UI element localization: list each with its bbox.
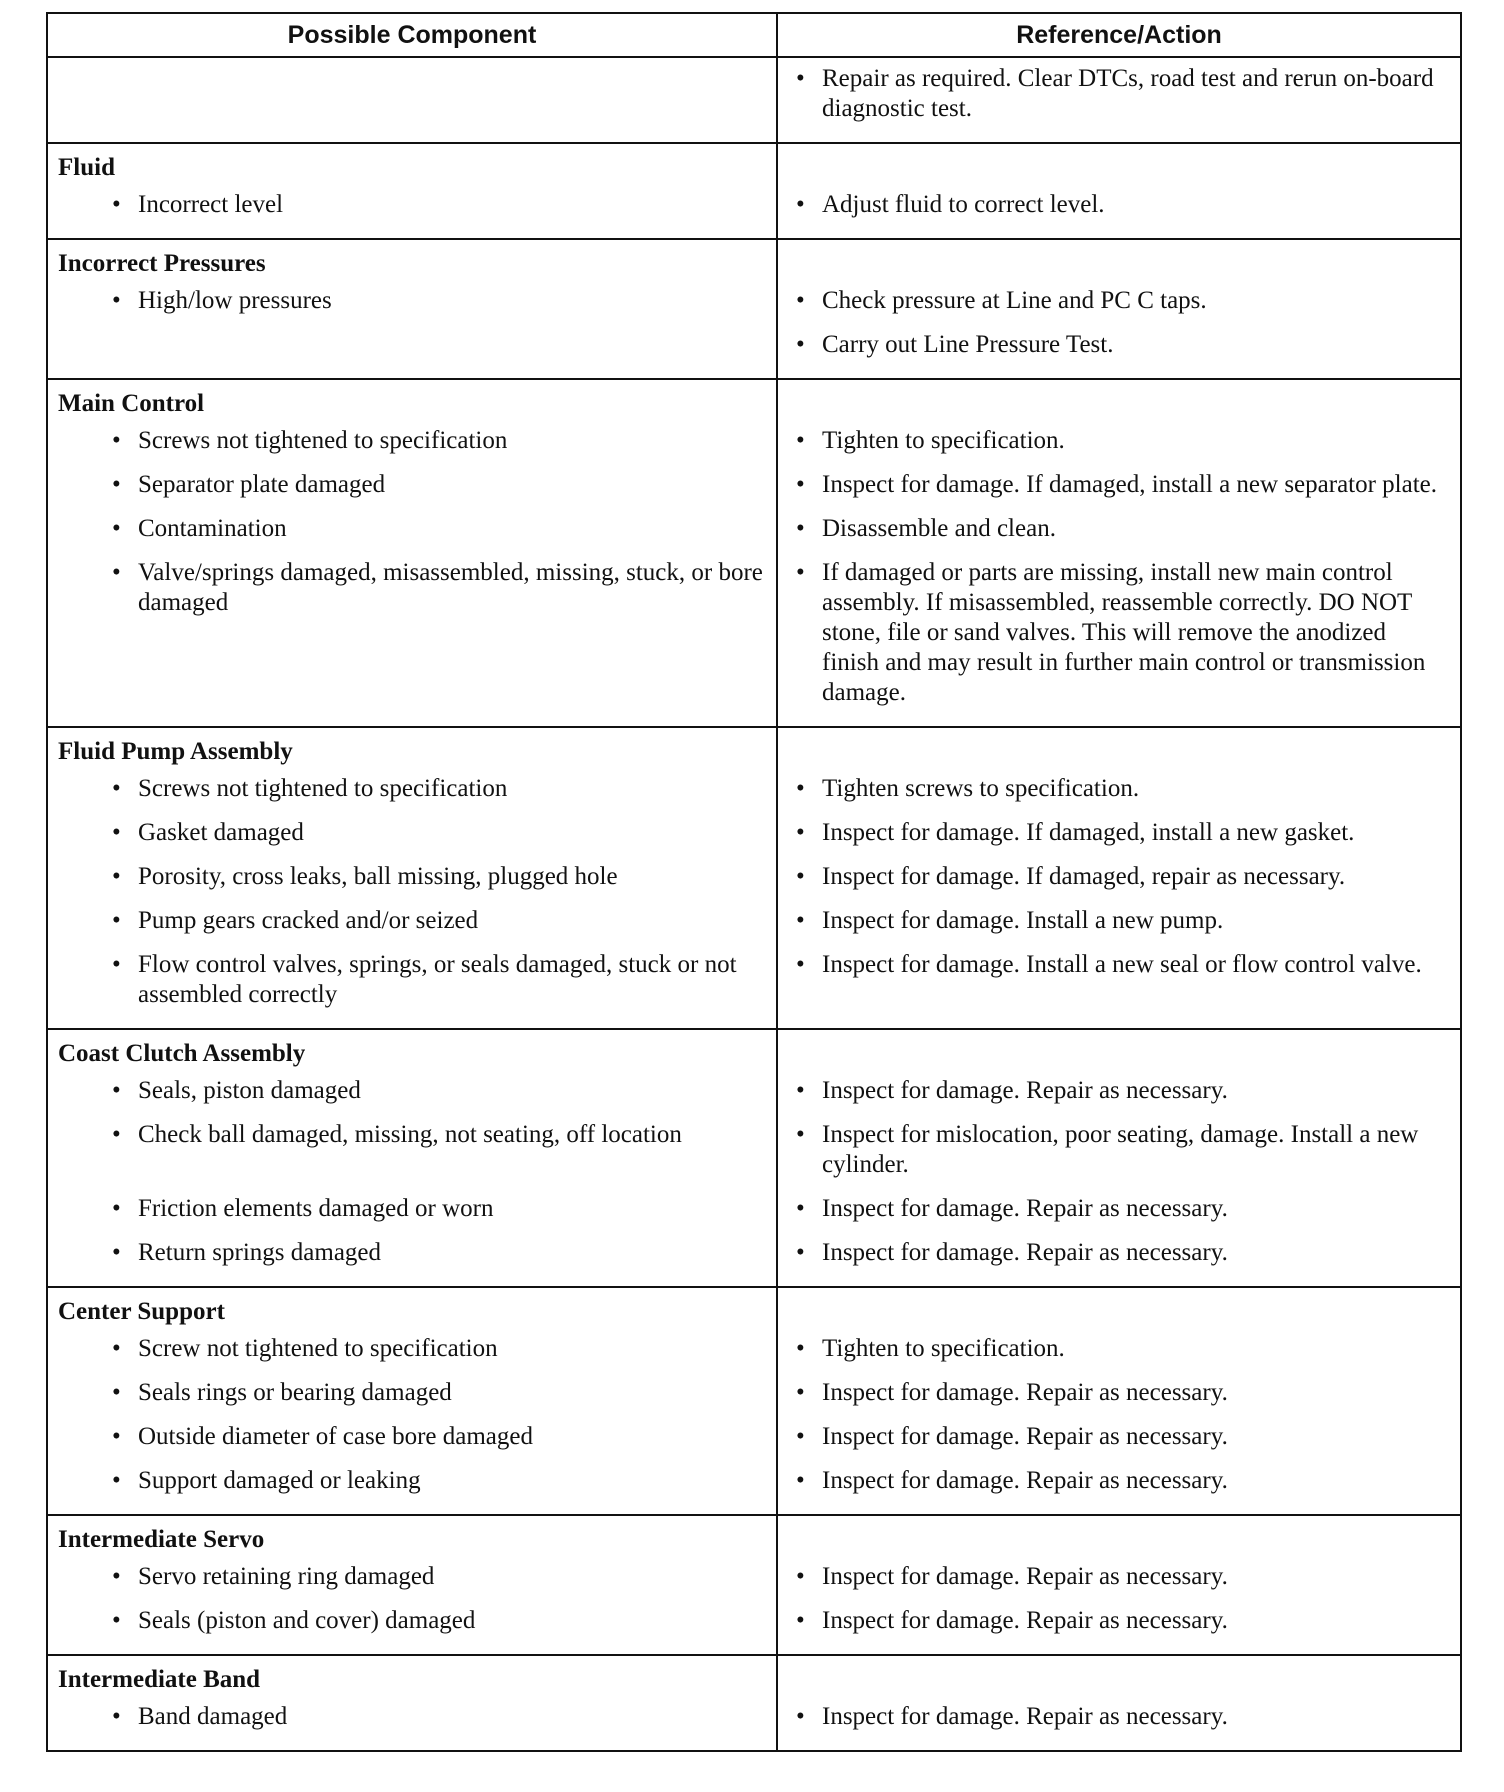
- component-item: [96, 426, 768, 456]
- bullet-icon: •: [112, 515, 121, 542]
- component-cell: [47, 57, 777, 143]
- action-item-text: Inspect for damage. Repair as necessary.: [822, 1077, 1228, 1104]
- component-item-text: Contamination: [138, 515, 287, 542]
- bullet-icon: •: [796, 559, 805, 586]
- component-cell: [47, 727, 777, 1029]
- bullet-icon: •: [796, 331, 805, 358]
- bullet-icon: •: [796, 471, 805, 498]
- component-item-text: Support damaged or leaking: [138, 1467, 421, 1494]
- component-item-text: Valve/springs damaged, misassembled, missing, stuck, or bore damaged: [138, 559, 763, 616]
- action-item: [792, 1606, 1446, 1636]
- bullet-icon: •: [112, 951, 121, 978]
- component-item-text: High/low pressures: [138, 287, 332, 314]
- heading-spacer: [792, 246, 1446, 286]
- table-row: [47, 239, 1461, 379]
- action-item: [792, 906, 1446, 936]
- bullet-icon: •: [796, 1195, 805, 1222]
- component-item-text: Screw not tightened to specification: [138, 1335, 498, 1362]
- diagnostic-table: [46, 12, 1462, 1752]
- bullet-icon: •: [112, 1467, 121, 1494]
- bullet-icon: •: [112, 1379, 121, 1406]
- component-item: [96, 470, 768, 500]
- component-cell: [47, 379, 777, 727]
- column-header-component: Possible Component: [47, 13, 777, 57]
- bullet-icon: •: [796, 1703, 805, 1730]
- action-item-text: Inspect for mislocation, poor seating, damage. Install a new cylinder.: [822, 1121, 1419, 1178]
- action-cell: [777, 1287, 1461, 1515]
- action-item-text: Inspect for damage. If damaged, repair as necessary.: [822, 863, 1346, 890]
- heading-spacer: [792, 386, 1446, 426]
- bullet-icon: •: [796, 515, 805, 542]
- table-row: [47, 1029, 1461, 1287]
- component-item: [96, 1120, 768, 1180]
- heading-spacer: [792, 734, 1446, 774]
- component-item-text: Separator plate damaged: [138, 471, 386, 498]
- component-item: [96, 1562, 768, 1592]
- bullet-icon: •: [796, 863, 805, 890]
- component-heading: Fluid Pump Assembly: [58, 738, 293, 765]
- component-item: [96, 190, 768, 220]
- bullet-icon: •: [796, 907, 805, 934]
- component-heading: Main Control: [58, 390, 205, 417]
- component-item-text: Flow control valves, springs, or seals damaged, stuck or not assembled correctly: [138, 951, 737, 1008]
- bullet-icon: •: [112, 427, 121, 454]
- action-item-text: Adjust fluid to correct level.: [822, 191, 1105, 218]
- bullet-icon: •: [796, 951, 805, 978]
- component-item: [96, 906, 768, 936]
- component-item-text: Gasket damaged: [138, 819, 304, 846]
- bullet-icon: •: [112, 1239, 121, 1266]
- action-item: [792, 862, 1446, 892]
- heading-spacer: [792, 1294, 1446, 1334]
- action-cell: [777, 1655, 1461, 1751]
- heading-spacer: [792, 1662, 1446, 1702]
- component-cell: [47, 239, 777, 379]
- component-heading: Incorrect Pressures: [58, 250, 266, 277]
- action-item-text: Disassemble and clean.: [822, 515, 1056, 542]
- component-item: [96, 862, 768, 892]
- action-item-text: Inspect for damage. If damaged, install a new gasket.: [822, 819, 1355, 846]
- component-cell: [47, 1655, 777, 1751]
- component-item: [96, 950, 768, 1010]
- component-item-text: Friction elements damaged or worn: [138, 1195, 494, 1222]
- action-cell: [777, 239, 1461, 379]
- action-item: [792, 470, 1446, 500]
- component-heading: Coast Clutch Assembly: [58, 1040, 306, 1067]
- action-item: [792, 1076, 1446, 1106]
- action-item: [792, 774, 1446, 804]
- action-item-text: Tighten to specification.: [822, 1335, 1065, 1362]
- bullet-icon: •: [796, 1607, 805, 1634]
- action-cell: [777, 727, 1461, 1029]
- bullet-icon: •: [112, 819, 121, 846]
- bullet-icon: •: [112, 1335, 121, 1362]
- table-row: [47, 1655, 1461, 1751]
- action-item: [792, 286, 1446, 316]
- bullet-icon: •: [112, 1703, 121, 1730]
- table-row: [47, 143, 1461, 239]
- component-item-text: Incorrect level: [138, 191, 284, 218]
- component-item-text: Check ball damaged, missing, not seating, off location: [138, 1121, 682, 1148]
- bullet-icon: •: [112, 1195, 121, 1222]
- component-item: [96, 286, 768, 316]
- table-row: [47, 57, 1461, 143]
- component-heading: Intermediate Band: [58, 1666, 261, 1693]
- component-cell: [47, 143, 777, 239]
- bullet-icon: •: [112, 1563, 121, 1590]
- action-item: [792, 64, 1446, 124]
- bullet-icon: •: [112, 287, 121, 314]
- action-cell: [777, 1515, 1461, 1655]
- heading-spacer: [792, 1522, 1446, 1562]
- bullet-icon: •: [796, 819, 805, 846]
- action-item-text: Inspect for damage. Repair as necessary.: [822, 1239, 1228, 1266]
- component-cell: [47, 1287, 777, 1515]
- bullet-icon: •: [796, 1335, 805, 1362]
- component-cell: [47, 1029, 777, 1287]
- component-item: [96, 1076, 768, 1106]
- component-cell: [47, 1515, 777, 1655]
- action-cell: [777, 1029, 1461, 1287]
- action-item-text: Inspect for damage. Repair as necessary.: [822, 1195, 1228, 1222]
- bullet-icon: •: [796, 1563, 805, 1590]
- action-item-text: Inspect for damage. Repair as necessary.: [822, 1467, 1228, 1494]
- component-item-text: Screws not tightened to specification: [138, 775, 508, 802]
- component-heading: Fluid: [58, 154, 115, 181]
- column-header-action: Reference/Action: [777, 13, 1461, 57]
- bullet-icon: •: [112, 907, 121, 934]
- action-item-text: Carry out Line Pressure Test.: [822, 331, 1114, 358]
- component-item-text: Outside diameter of case bore damaged: [138, 1423, 533, 1450]
- action-item: [792, 1194, 1446, 1224]
- bullet-icon: •: [796, 1239, 805, 1266]
- bullet-icon: •: [796, 775, 805, 802]
- component-item: [96, 1702, 768, 1732]
- action-item-text: Repair as required. Clear DTCs, road test and rerun on-board diagnostic test.: [822, 65, 1434, 122]
- component-item: [96, 1466, 768, 1496]
- component-item-text: Seals, piston damaged: [138, 1077, 361, 1104]
- bullet-icon: •: [796, 191, 805, 218]
- action-item: [792, 190, 1446, 220]
- bullet-icon: •: [796, 1379, 805, 1406]
- component-item-text: Return springs damaged: [138, 1239, 382, 1266]
- component-item: [96, 558, 768, 708]
- heading-spacer: [792, 150, 1446, 190]
- bullet-icon: •: [796, 1467, 805, 1494]
- action-item: [792, 514, 1446, 544]
- action-item: [792, 1238, 1446, 1268]
- bullet-icon: •: [112, 1607, 121, 1634]
- heading-spacer: [792, 1036, 1446, 1076]
- action-item: [792, 1702, 1446, 1732]
- action-cell: [777, 379, 1461, 727]
- action-item-text: If damaged or parts are missing, install new main control assembly. If misassembled, reassemble correctly. DO NOT stone, file or sand valves. This will remove the anodized finish and may result in further main control or transmission damage.: [822, 559, 1426, 706]
- bullet-icon: •: [112, 559, 121, 586]
- component-item-text: Porosity, cross leaks, ball missing, plugged hole: [138, 863, 618, 890]
- action-item-text: Inspect for damage. Repair as necessary.: [822, 1563, 1228, 1590]
- action-item-text: Inspect for damage. Repair as necessary.: [822, 1379, 1228, 1406]
- bullet-icon: •: [112, 191, 121, 218]
- bullet-icon: •: [112, 471, 121, 498]
- action-item-text: Tighten screws to specification.: [822, 775, 1140, 802]
- action-item: [792, 950, 1446, 1010]
- bullet-icon: •: [796, 1121, 805, 1148]
- component-item-text: Pump gears cracked and/or seized: [138, 907, 479, 934]
- component-item-text: Servo retaining ring damaged: [138, 1563, 435, 1590]
- bullet-icon: •: [796, 1077, 805, 1104]
- bullet-icon: •: [796, 1423, 805, 1450]
- bullet-icon: •: [112, 863, 121, 890]
- component-heading: Center Support: [58, 1298, 225, 1325]
- component-item: [96, 514, 768, 544]
- component-item-text: Seals (piston and cover) damaged: [138, 1607, 476, 1634]
- table-row: [47, 727, 1461, 1029]
- bullet-icon: •: [796, 65, 805, 92]
- action-item: [792, 818, 1446, 848]
- action-item: [792, 558, 1446, 708]
- table-header-row: [47, 13, 1461, 57]
- action-item: [792, 1466, 1446, 1496]
- action-item: [792, 1422, 1446, 1452]
- action-item: [792, 426, 1446, 456]
- action-item: [792, 1120, 1446, 1180]
- action-item-text: Inspect for damage. Repair as necessary.: [822, 1607, 1228, 1634]
- action-item-text: Inspect for damage. Install a new pump.: [822, 907, 1224, 934]
- action-item: [792, 1334, 1446, 1364]
- table-body: [47, 57, 1461, 1751]
- component-item: [96, 774, 768, 804]
- action-item-text: Tighten to specification.: [822, 427, 1065, 454]
- action-cell: [777, 57, 1461, 143]
- table-row: [47, 1287, 1461, 1515]
- component-item: [96, 1334, 768, 1364]
- component-item: [96, 1606, 768, 1636]
- bullet-icon: •: [112, 1121, 121, 1148]
- component-item-text: Band damaged: [138, 1703, 288, 1730]
- action-item-text: Check pressure at Line and PC C taps.: [822, 287, 1207, 314]
- diagnostic-table-page: [46, 12, 1460, 1752]
- action-item: [792, 330, 1446, 360]
- component-item-text: Seals rings or bearing damaged: [138, 1379, 452, 1406]
- table-row: [47, 1515, 1461, 1655]
- action-item-text: Inspect for damage. Install a new seal or flow control valve.: [822, 951, 1422, 978]
- action-item-text: Inspect for damage. If damaged, install a new separator plate.: [822, 471, 1438, 498]
- component-item: [96, 1194, 768, 1224]
- component-item: [96, 1422, 768, 1452]
- action-cell: [777, 143, 1461, 239]
- component-item: [96, 818, 768, 848]
- component-heading: Intermediate Servo: [58, 1526, 265, 1553]
- action-item-text: Inspect for damage. Repair as necessary.: [822, 1423, 1228, 1450]
- action-item: [792, 1378, 1446, 1408]
- action-item: [792, 1562, 1446, 1592]
- bullet-icon: •: [112, 1077, 121, 1104]
- table-row: [47, 379, 1461, 727]
- component-item: [96, 1238, 768, 1268]
- action-item-text: Inspect for damage. Repair as necessary.: [822, 1703, 1228, 1730]
- bullet-icon: •: [112, 1423, 121, 1450]
- component-item: [96, 1378, 768, 1408]
- bullet-icon: •: [112, 775, 121, 802]
- bullet-icon: •: [796, 427, 805, 454]
- bullet-icon: •: [796, 287, 805, 314]
- component-item-text: Screws not tightened to specification: [138, 427, 508, 454]
